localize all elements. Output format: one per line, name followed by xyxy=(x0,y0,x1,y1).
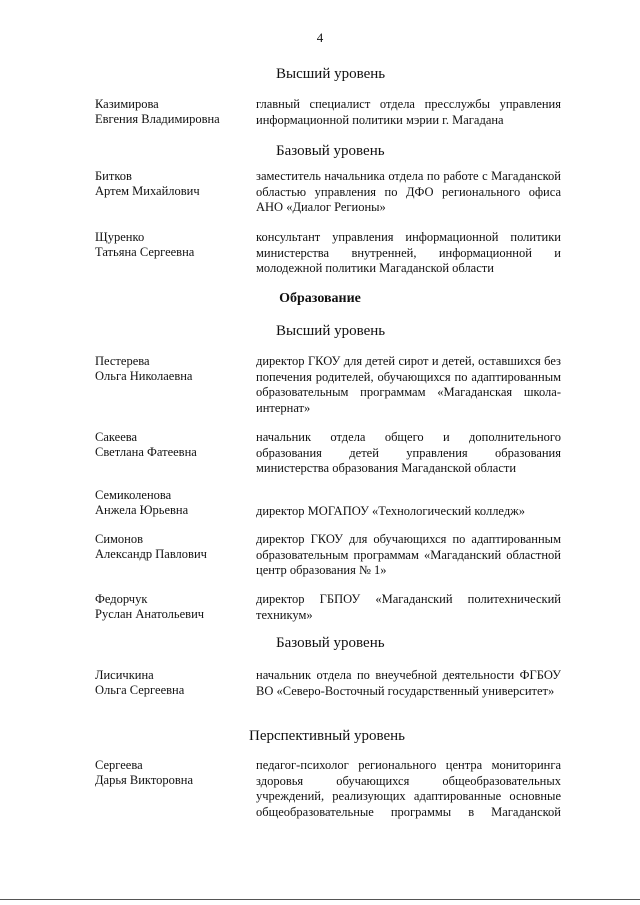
page-number: 4 xyxy=(316,30,324,45)
person-surname: Пестерева xyxy=(95,354,150,368)
person-position: директор МОГАПОУ «Технологический колледж» xyxy=(256,504,526,518)
person-surname: Семиколенова xyxy=(95,488,172,502)
person-surname: Сакеева xyxy=(95,430,138,444)
level-heading-basic: Базовый уровень xyxy=(276,143,385,159)
person-given-name: Ольга Сергеевна xyxy=(95,683,185,697)
person-name xyxy=(95,97,245,127)
person-given-name: Александр Павлович xyxy=(95,547,207,561)
person-given-name: Дарья Викторовна xyxy=(95,773,194,787)
person-name xyxy=(95,230,245,260)
person-given-name: Артем Михайлович xyxy=(95,184,200,198)
person-name xyxy=(95,758,245,788)
person-given-name: Светлана Фатеевна xyxy=(95,445,197,459)
person-name xyxy=(95,488,245,518)
person-given-name: Евгения Владимировна xyxy=(95,112,220,126)
person-given-name: Ольга Николаевна xyxy=(95,369,193,383)
person-surname: Сергеева xyxy=(95,758,143,772)
page-bottom-rule xyxy=(0,899,640,900)
person-surname: Лисичкина xyxy=(95,668,154,682)
person-name xyxy=(95,592,245,622)
person-surname: Симонов xyxy=(95,532,144,546)
person-surname: Битков xyxy=(95,169,132,183)
person-surname: Казимирова xyxy=(95,97,159,111)
person-name xyxy=(95,430,245,460)
person-position: главный специалист отдела пресслужбы управления информационной политики мэрии г. Магадана xyxy=(256,97,561,127)
level-heading-basic: Базовый уровень xyxy=(276,635,385,651)
level-heading-higher: Высший уровень xyxy=(276,323,386,339)
person-position: директор ГБПОУ «Магаданский политехнический техникум» xyxy=(256,592,561,622)
person-position: консультант управления информационной политики министерства внутренней, информационной и молодежной политики Магаданской области xyxy=(256,230,561,275)
person-position: педагог-психолог регионального центра мониторинга здоровья обучающихся общеобразовательных учреждений, реализующих адаптированные основные общеобразовательные программы в Магаданской xyxy=(256,758,561,819)
person-surname: Федорчук xyxy=(95,592,148,606)
person-position: начальник отдела общего и дополнительного образования детей управления образования министерства образования Магаданской области xyxy=(256,430,561,475)
person-position: начальник отдела по внеучебной деятельности ФГБОУ ВО «Северо-Восточный государственный университет» xyxy=(256,668,561,698)
person-position: директор ГКОУ для детей сирот и детей, оставшихся без попечения родителей, обучающихся по адаптированным образовательным программам «Магаданская школа-интернат» xyxy=(256,354,561,415)
person-given-name: Анжела Юрьевна xyxy=(95,503,189,517)
section-title: Образование xyxy=(279,291,361,306)
level-heading-prospective: Перспективный уровень xyxy=(249,728,405,744)
person-name xyxy=(95,354,245,384)
level-heading-higher: Высший уровень xyxy=(276,66,386,82)
person-position: заместитель начальника отдела по работе с Магаданской областью управления по ДФО регионального офиса АНО «Диалог Регионы» xyxy=(256,169,561,214)
person-name xyxy=(95,532,245,562)
person-name xyxy=(95,668,245,698)
person-given-name: Татьяна Сергеевна xyxy=(95,245,195,259)
person-position: директор ГКОУ для обучающихся по адаптированным образовательным программам «Магаданский областной центр образования № 1» xyxy=(256,532,561,577)
person-given-name: Руслан Анатольевич xyxy=(95,607,205,621)
person-name xyxy=(95,169,245,199)
person-surname: Щуренко xyxy=(95,230,145,244)
